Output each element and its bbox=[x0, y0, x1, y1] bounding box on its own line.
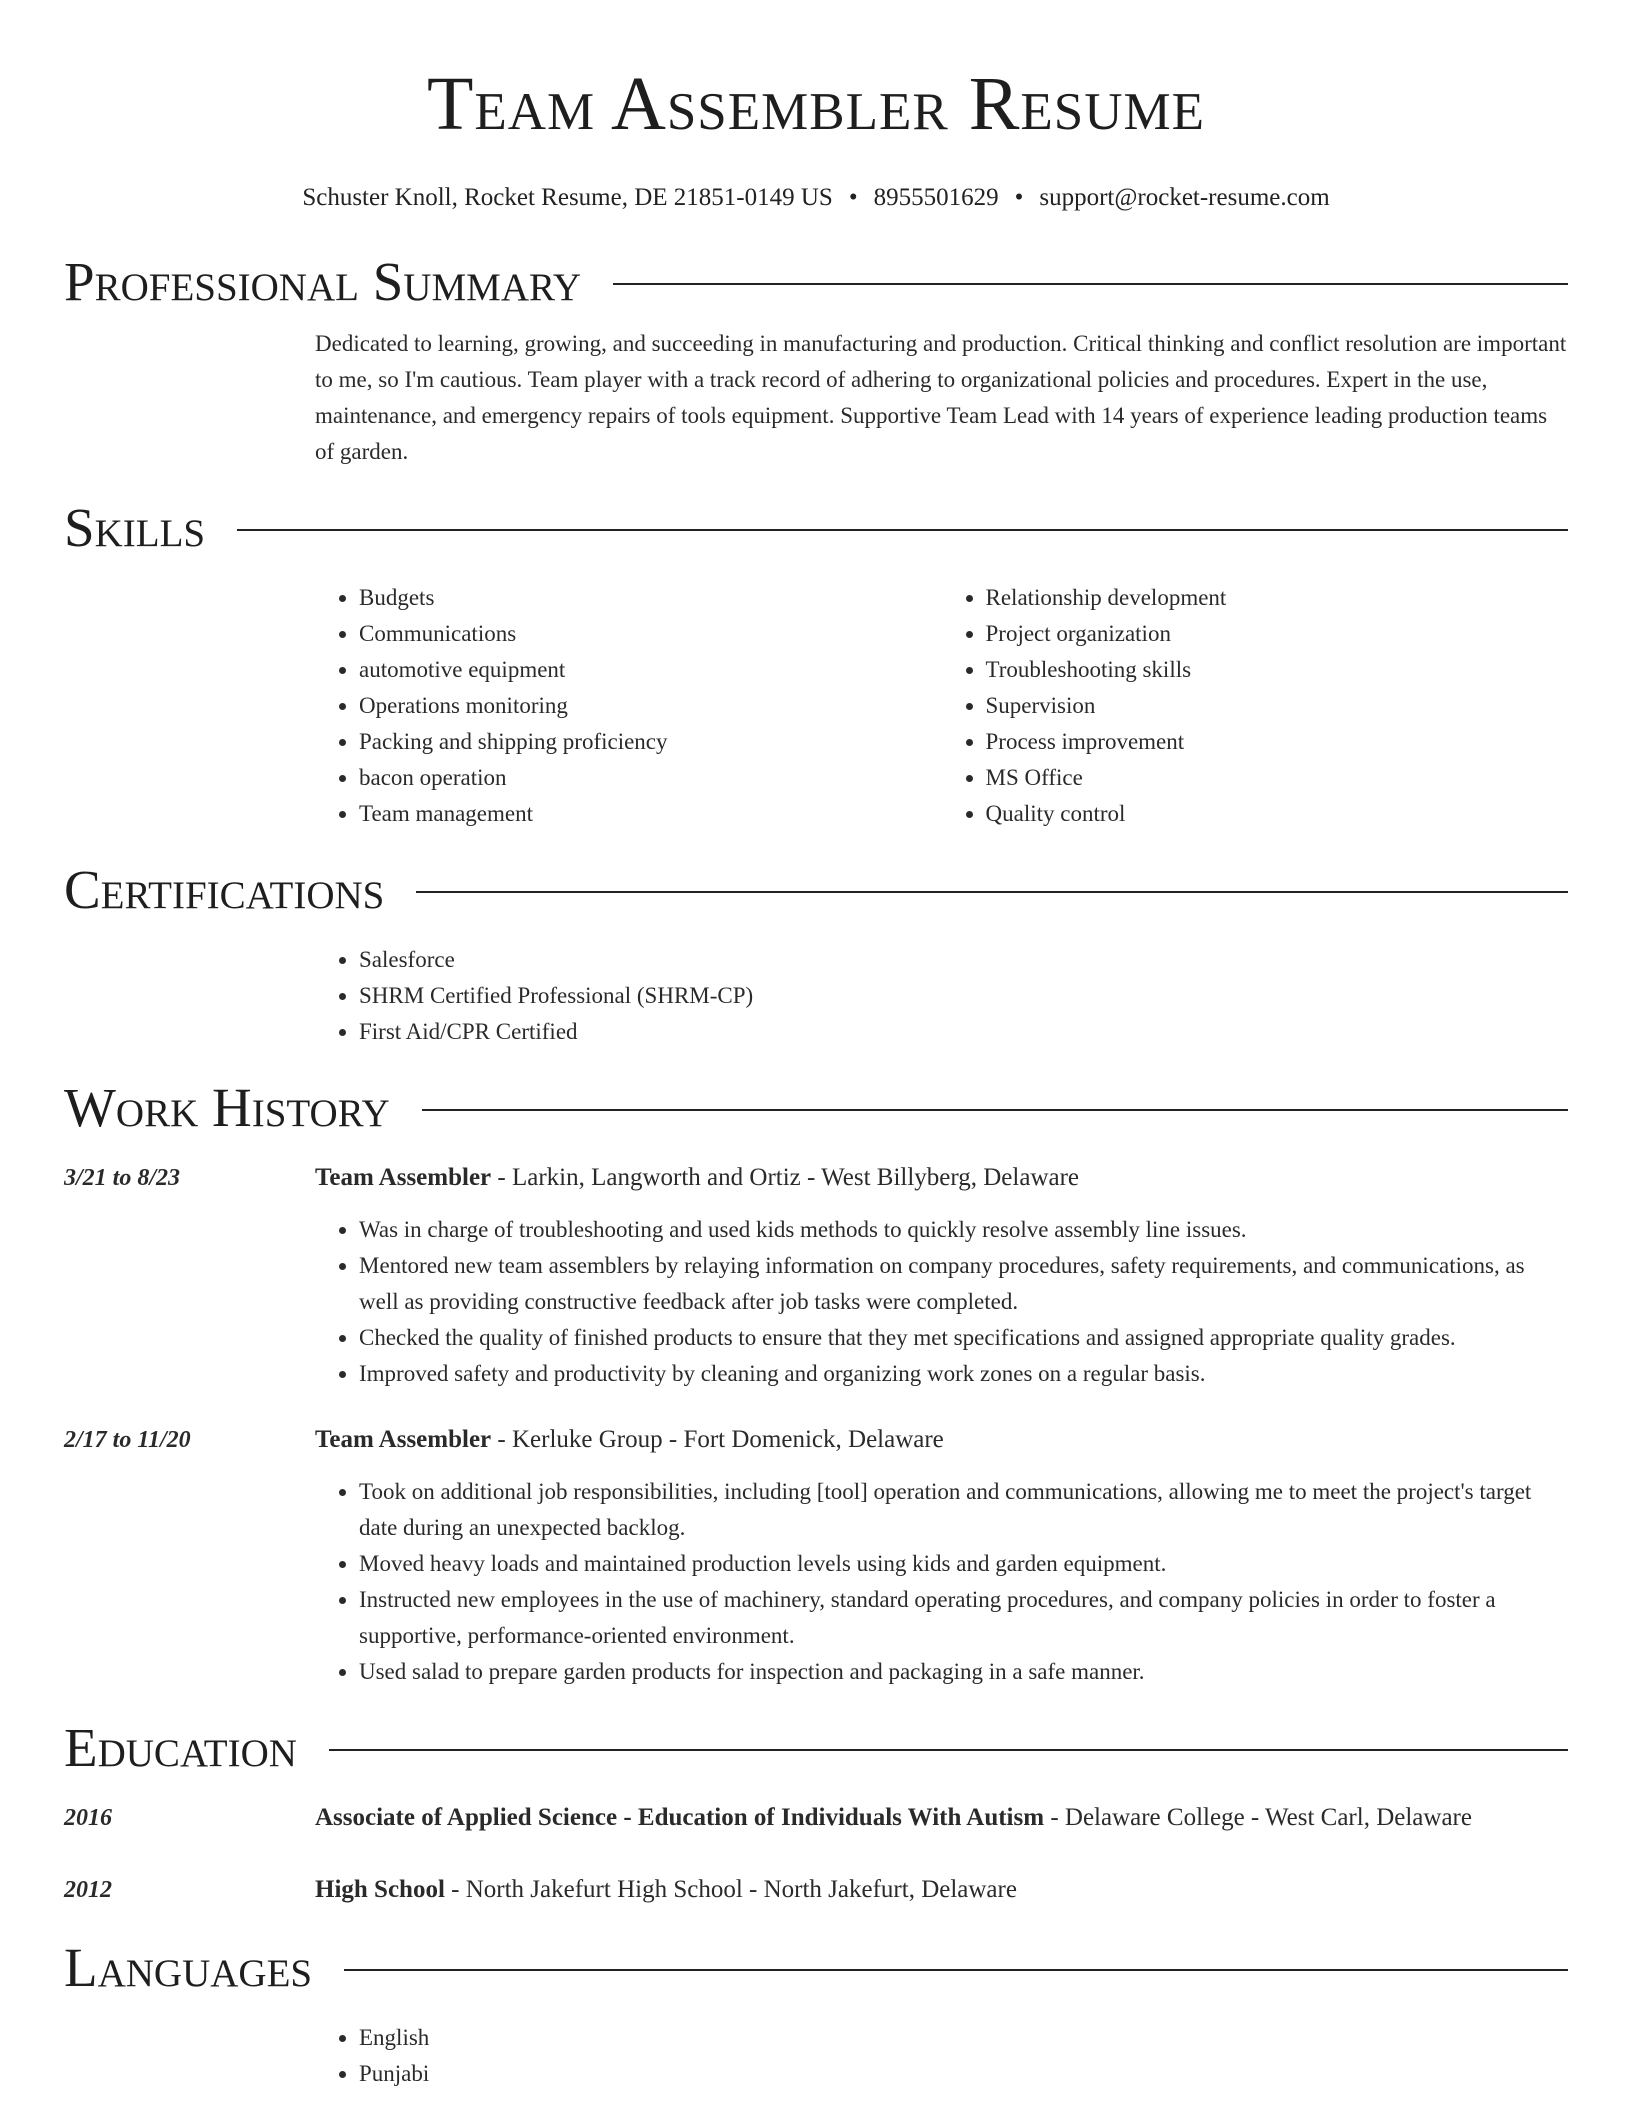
job-role: Team Assembler bbox=[315, 1164, 492, 1191]
education-school: - Delaware College - West Carl, Delaware bbox=[1044, 1804, 1472, 1831]
job-heading bbox=[315, 1160, 1568, 1196]
languages-list bbox=[315, 2020, 1568, 2092]
section-divider bbox=[416, 891, 1568, 893]
skill-item: • Process improvement bbox=[986, 724, 1569, 760]
job-bullets bbox=[315, 1474, 1568, 1690]
contact-separator: • bbox=[848, 184, 858, 211]
job-role: Team Assembler bbox=[315, 1426, 492, 1453]
job-entry bbox=[64, 1422, 1568, 1690]
language-item: • English bbox=[359, 2020, 1568, 2056]
work-history-section bbox=[64, 1076, 1568, 1690]
work-history-heading bbox=[64, 1076, 1568, 1140]
skill-item: • MS Office bbox=[986, 760, 1569, 796]
skills-list bbox=[315, 580, 1568, 832]
summary-section bbox=[64, 250, 1568, 470]
languages-section bbox=[64, 1936, 1568, 2092]
summary-text: Dedicated to learning, growing, and succeeding in manufacturing and production. Critical thinking and conflict resolution are important to me, so I'm cautious. Team player with a track record of adhering to organizational policies and procedures. Expert in the use, maintenance, and emergency repairs of tools equipment. Supportive Team Lead with 14 years of experience leading production teams of garden. bbox=[315, 331, 1567, 464]
section-divider bbox=[422, 1109, 1568, 1111]
job-bullet: • Improved safety and productivity by cleaning and organizing work zones on a regular basis. bbox=[359, 1356, 1568, 1392]
skill-item: • Supervision bbox=[986, 688, 1569, 724]
skill-item: • Project organization bbox=[986, 616, 1569, 652]
skill-item: • Packing and shipping proficiency bbox=[359, 724, 942, 760]
certification-item: • SHRM Certified Professional (SHRM-CP) bbox=[359, 978, 1568, 1014]
job-heading bbox=[315, 1422, 1568, 1458]
skill-item: • Budgets bbox=[359, 580, 942, 616]
skill-item: • Communications bbox=[359, 616, 942, 652]
job-dates: 2/17 to 11/20 bbox=[64, 1427, 191, 1453]
job-details bbox=[315, 1160, 1568, 1392]
languages-heading bbox=[64, 1936, 1568, 2000]
section-divider bbox=[329, 1749, 1568, 1751]
certifications-heading bbox=[64, 858, 1568, 922]
education-year: 2016 bbox=[64, 1805, 112, 1831]
section-divider bbox=[237, 529, 1568, 531]
job-bullet: • Instructed new employees in the use of machinery, standard operating procedures, and company policies in order to foster a supportive, performance-oriented environment. bbox=[359, 1582, 1568, 1654]
skill-item: • bacon operation bbox=[359, 760, 942, 796]
education-heading bbox=[315, 1872, 1568, 1908]
skill-item: • Operations monitoring bbox=[359, 688, 942, 724]
job-bullet: • Mentored new team assemblers by relaying information on company procedures, safety requirements, and communications, as well as providing constructive feedback after job tasks were completed. bbox=[359, 1248, 1568, 1320]
summary-heading bbox=[64, 250, 1568, 314]
job-entry bbox=[64, 1160, 1568, 1392]
job-bullet: • Took on additional job responsibilities, including [tool] operation and communications, allowing me to meet the project's target date during an unexpected backlog. bbox=[359, 1474, 1568, 1546]
skill-item: • Troubleshooting skills bbox=[986, 652, 1569, 688]
education-heading bbox=[315, 1800, 1568, 1836]
certification-item: • Salesforce bbox=[359, 942, 1568, 978]
section-title: Professional Summary bbox=[64, 251, 582, 312]
education-heading bbox=[64, 1716, 1568, 1780]
skills-right-column bbox=[942, 580, 1569, 832]
skill-item: • Team management bbox=[359, 796, 942, 832]
education-degree: High School bbox=[315, 1876, 445, 1903]
job-details bbox=[315, 1422, 1568, 1690]
section-divider bbox=[613, 283, 1568, 285]
section-title: Skills bbox=[64, 497, 206, 558]
education-year: 2012 bbox=[64, 1877, 112, 1903]
language-item: • Punjabi bbox=[359, 2056, 1568, 2092]
job-bullet: • Used salad to prepare garden products for inspection and packaging in a safe manner. bbox=[359, 1654, 1568, 1690]
job-bullets bbox=[315, 1212, 1568, 1392]
contact-line bbox=[64, 182, 1568, 214]
section-title: Languages bbox=[64, 1937, 313, 1998]
job-bullet: • Was in charge of troubleshooting and used kids methods to quickly resolve assembly line issues. bbox=[359, 1212, 1568, 1248]
job-bullet: • Checked the quality of finished products to ensure that they met specifications and assigned appropriate quality grades. bbox=[359, 1320, 1568, 1356]
certifications-list bbox=[315, 942, 1568, 1050]
skills-section bbox=[64, 496, 1568, 832]
section-title: Work History bbox=[64, 1077, 390, 1138]
skills-left-column bbox=[315, 580, 942, 832]
contact-separator: • bbox=[1014, 184, 1024, 211]
education-entry bbox=[64, 1800, 1568, 1836]
contact-email: support@rocket-resume.com bbox=[1039, 184, 1330, 211]
job-dates: 3/21 to 8/23 bbox=[64, 1165, 181, 1191]
education-degree: Associate of Applied Science - Education of Individuals With Autism bbox=[315, 1804, 1045, 1831]
contact-address: Schuster Knoll, Rocket Resume, DE 21851-0149 US bbox=[302, 184, 833, 211]
section-title: Certifications bbox=[64, 859, 385, 920]
contact-phone: 8955501629 bbox=[873, 184, 999, 211]
skill-item: • Quality control bbox=[986, 796, 1569, 832]
job-employer: - Kerluke Group - Fort Domenick, Delaware bbox=[491, 1426, 944, 1453]
education-entry bbox=[64, 1872, 1568, 1908]
job-bullet: • Moved heavy loads and maintained production levels using kids and garden equipment. bbox=[359, 1546, 1568, 1582]
job-employer: - Larkin, Langworth and Ortiz - West Billyberg, Delaware bbox=[491, 1164, 1080, 1191]
certifications-section bbox=[64, 858, 1568, 1050]
section-title: Education bbox=[64, 1717, 297, 1778]
education-school: - North Jakefurt High School - North Jakefurt, Delaware bbox=[444, 1876, 1017, 1903]
education-section bbox=[64, 1716, 1568, 1908]
section-divider bbox=[344, 1969, 1568, 1971]
resume-page bbox=[64, 0, 1568, 2092]
certification-item: • First Aid/CPR Certified bbox=[359, 1014, 1568, 1050]
skills-heading bbox=[64, 496, 1568, 560]
skill-item: • Relationship development bbox=[986, 580, 1569, 616]
resume-title: Team Assembler Resume bbox=[426, 62, 1206, 146]
skill-item: • automotive equipment bbox=[359, 652, 942, 688]
